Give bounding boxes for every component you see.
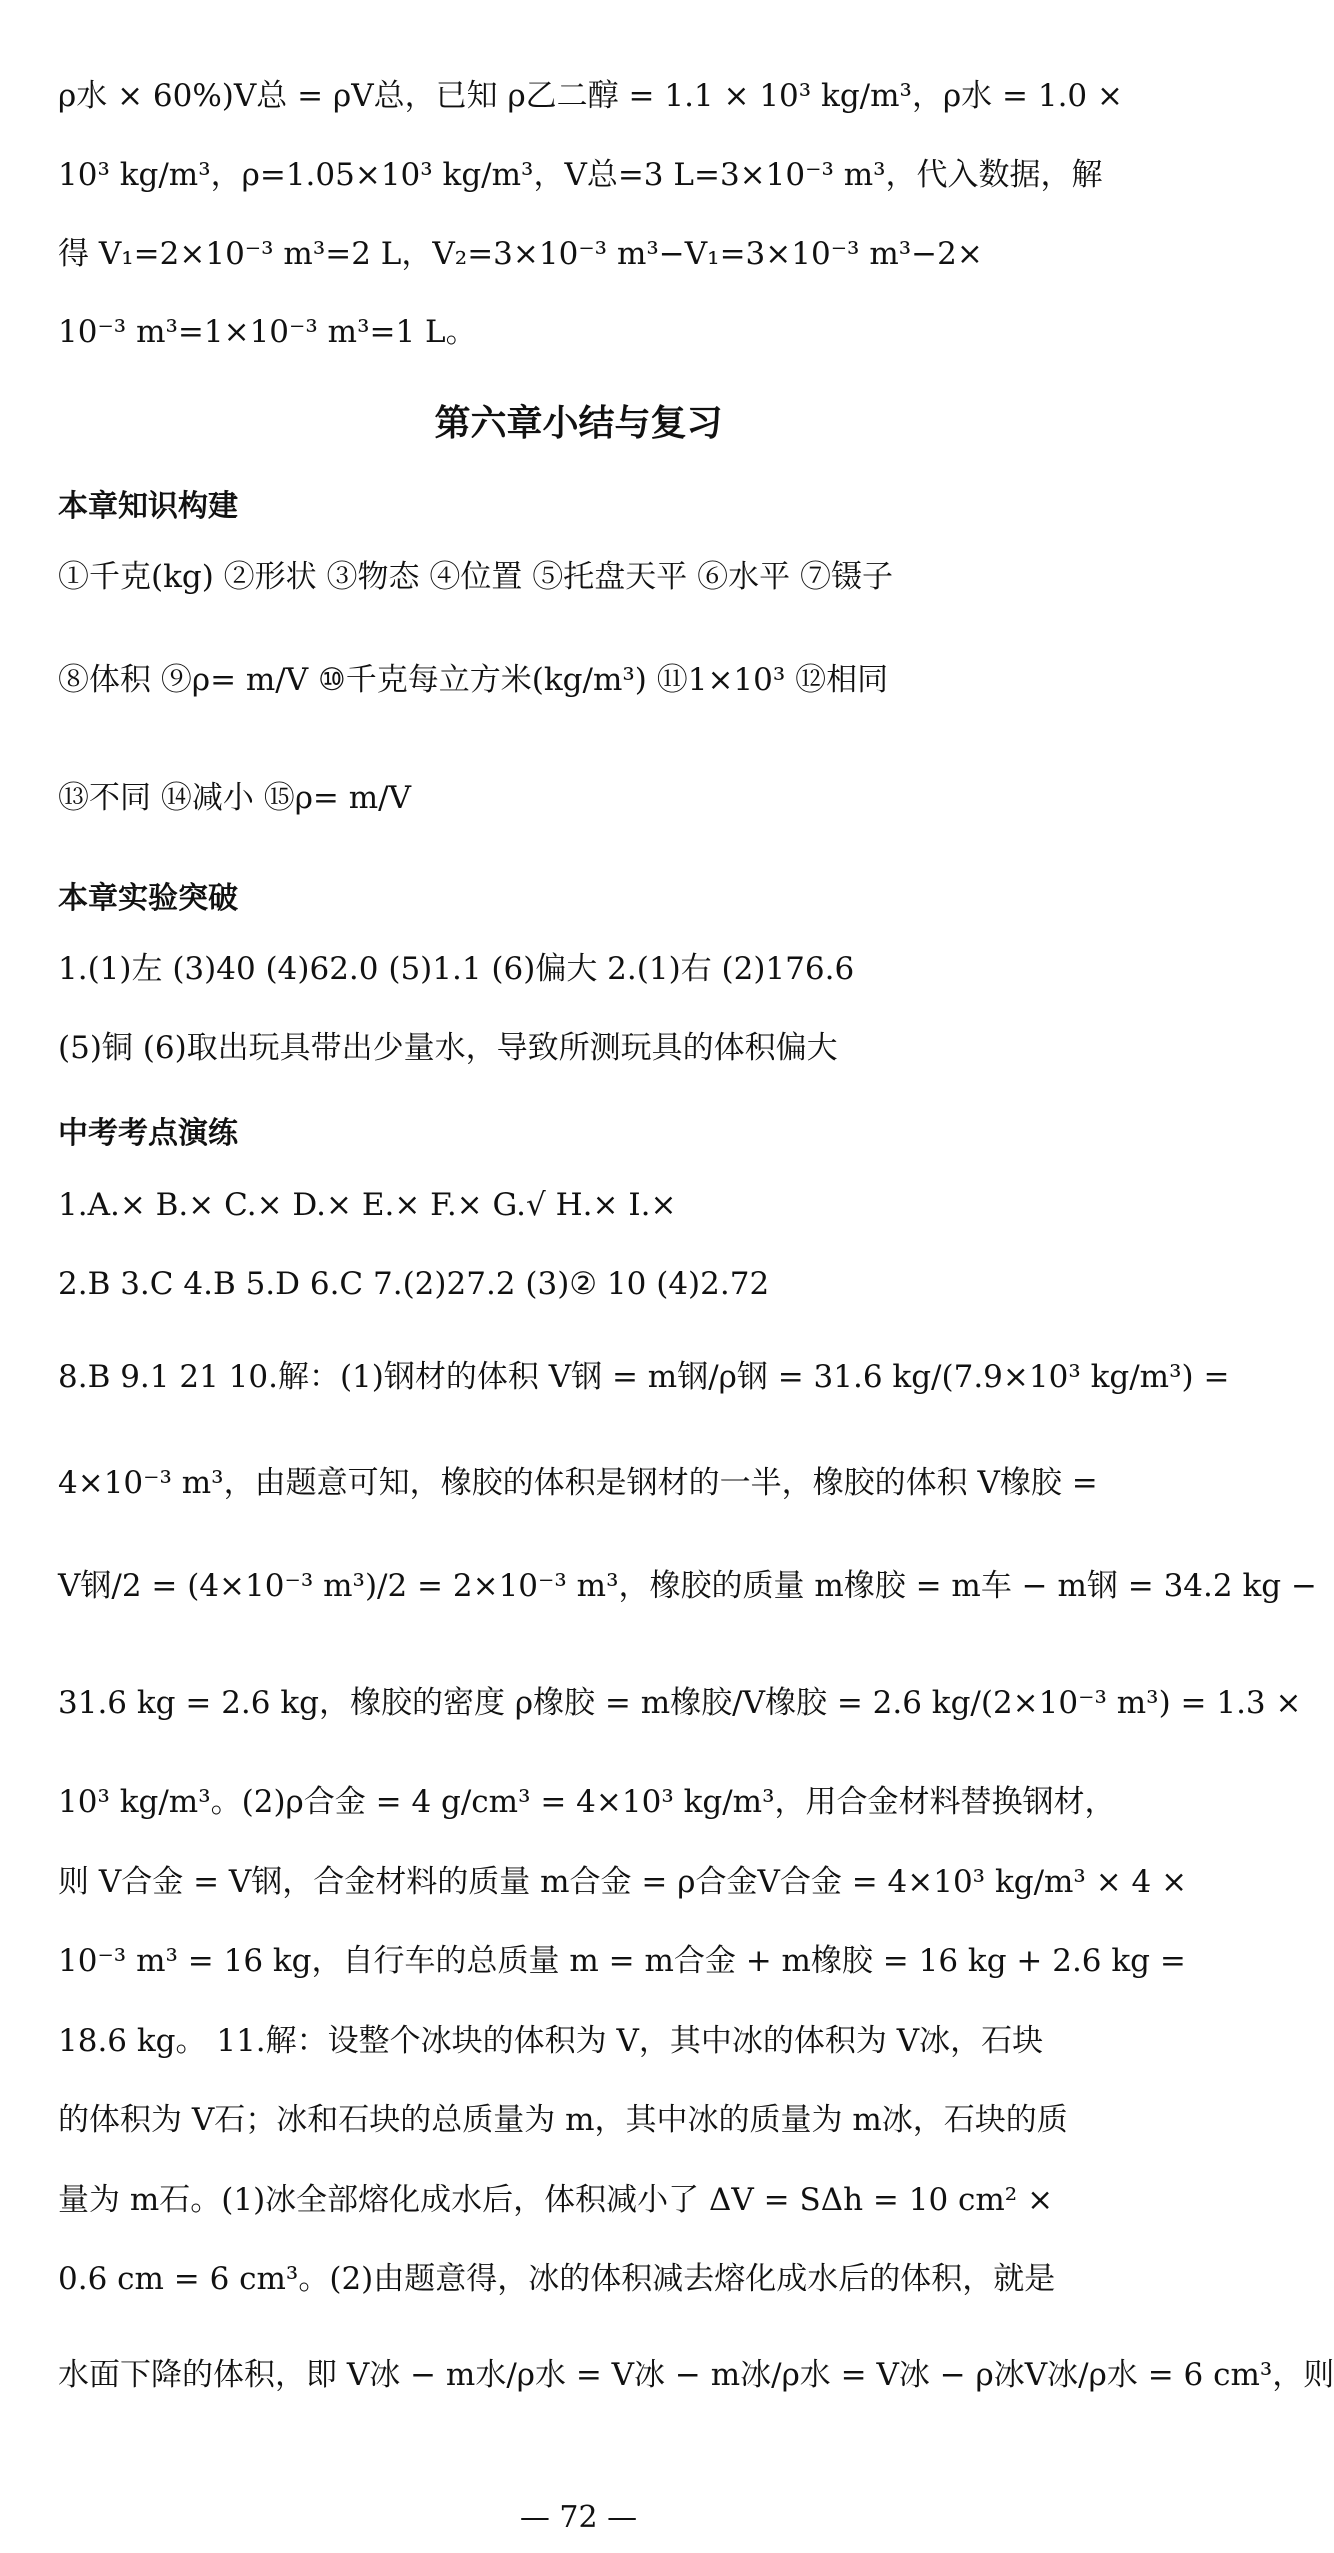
text-line: 10³ kg/m³。(2)ρ合金 = 4 g/cm³ = 4×10³ kg/m³，用合金材料替换钢材， (58, 1784, 1116, 1820)
text-line: 10⁻³ m³=1×10⁻³ m³=1 L。 (58, 314, 477, 350)
text-line: ①千克(kg) ②形状 ③物态 ④位置 ⑤托盘天平 ⑥水平 ⑦镊子 (58, 559, 893, 595)
text-line: ⑧体积 ⑨ρ= m/V ⑩千克每立方米(kg/m³) ⑪1×10³ ⑫相同 (58, 662, 889, 698)
chapter-title: 第六章小结与复习 (434, 403, 723, 444)
text-line: 水面下降的体积，即 V冰 − m水/ρ水 = V冰 − m冰/ρ水 = V冰 − ρ冰V冰/ρ水 = 6 cm³，则 (58, 2357, 1334, 2393)
text-line: 0.6 cm = 6 cm³。(2)由题意得，冰的体积减去熔化成水后的体积，就是 (58, 2261, 1056, 2297)
section-heading: 中考考点演练 (58, 1116, 238, 1151)
text-line: 的体积为 V石；冰和石块的总质量为 m，其中冰的质量为 m冰，石块的质 (58, 2102, 1068, 2138)
text-line: 31.6 kg = 2.6 kg，橡胶的密度 ρ橡胶 = m橡胶/V橡胶 = 2.6 kg/(2×10⁻³ m³) = 1.3 × (58, 1685, 1302, 1721)
text-line: 2.B 3.C 4.B 5.D 6.C 7.(2)27.2 (3)② 10 (4)2.72 (58, 1266, 770, 1302)
text-line: 得 V₁=2×10⁻³ m³=2 L，V₂=3×10⁻³ m³−V₁=3×10⁻³ m³−2× (58, 236, 983, 272)
page-number: — 72 — (519, 2500, 638, 2535)
text-line: (5)铜 (6)取出玩具带出少量水，导致所测玩具的体积偏大 (58, 1030, 838, 1066)
section-heading: 本章知识构建 (58, 489, 238, 524)
text-line: 4×10⁻³ m³，由题意可知，橡胶的体积是钢材的一半，橡胶的体积 V橡胶 = (58, 1465, 1098, 1501)
section-heading: 本章实验突破 (58, 881, 238, 916)
text-line: 10⁻³ m³ = 16 kg，自行车的总质量 m = m合金 + m橡胶 = 16 kg + 2.6 kg = (58, 1943, 1186, 1979)
text-line: 则 V合金 = V钢，合金材料的质量 m合金 = ρ合金V合金 = 4×10³ kg/m³ × 4 × (58, 1864, 1188, 1900)
text-line: 8.B 9.1 21 10.解：(1)钢材的体积 V钢 = m钢/ρ钢 = 31.6 kg/(7.9×10³ kg/m³) = (58, 1359, 1230, 1395)
text-line: 1.A.× B.× C.× D.× E.× F.× G.√ H.× I.× (58, 1187, 677, 1223)
text-line: 10³ kg/m³，ρ=1.05×10³ kg/m³，V总=3 L=3×10⁻³ m³，代入数据，解 (58, 157, 1103, 193)
text-line: ⑬不同 ⑭减小 ⑮ρ= m/V (58, 780, 411, 816)
text-line: V钢/2 = (4×10⁻³ m³)/2 = 2×10⁻³ m³，橡胶的质量 m橡胶 = m车 − m钢 = 34.2 kg − (58, 1568, 1317, 1604)
text-line: 1.(1)左 (3)40 (4)62.0 (5)1.1 (6)偏大 2.(1)右 (2)176.6 (58, 951, 855, 987)
text-line: 18.6 kg。 11.解：设整个冰块的体积为 V，其中冰的体积为 V冰，石块 (58, 2023, 1044, 2059)
text-line: ρ水 × 60%)V总 = ρV总，已知 ρ乙二醇 = 1.1 × 10³ kg/m³，ρ水 = 1.0 × (58, 78, 1123, 114)
text-line: 量为 m石。(1)冰全部熔化成水后，体积减小了 ΔV = SΔh = 10 cm² × (58, 2182, 1054, 2218)
